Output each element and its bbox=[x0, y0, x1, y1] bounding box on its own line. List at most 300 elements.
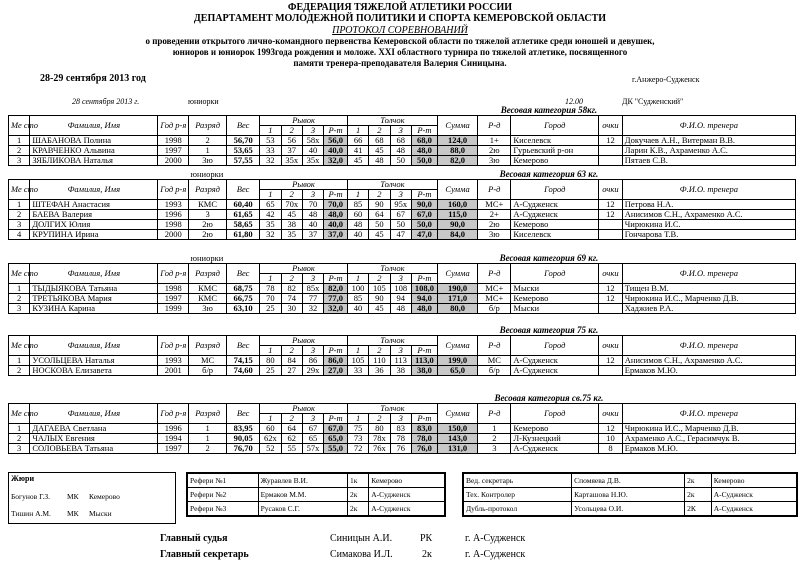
points bbox=[599, 230, 623, 240]
col-attempt: 2 bbox=[369, 346, 390, 356]
town: Мыски bbox=[511, 304, 599, 314]
cj-2: 76х bbox=[369, 444, 390, 454]
col-attempt: Р-т bbox=[411, 274, 437, 284]
cj-1: 40 bbox=[347, 230, 368, 240]
chief-judge-category: РК bbox=[420, 533, 433, 544]
col-attempt: 2 bbox=[281, 190, 302, 200]
birth-year: 2000 bbox=[158, 156, 189, 166]
cj-3: 50 bbox=[390, 156, 411, 166]
col-attempt: Р-т bbox=[324, 274, 348, 284]
result-rank: б/р bbox=[478, 304, 511, 314]
points bbox=[599, 156, 623, 166]
cj-3: 68 bbox=[390, 136, 411, 146]
session-venue: ДК "Судженский" bbox=[622, 97, 684, 106]
rank: 3ю bbox=[189, 304, 227, 314]
session-group: юниорки bbox=[188, 97, 219, 106]
snatch-2: 35 bbox=[281, 230, 302, 240]
col-coach: Ф.И.О. тренера bbox=[622, 264, 795, 284]
official-role: Дубль-протокол bbox=[464, 502, 572, 516]
cj-3: 50 bbox=[390, 220, 411, 230]
athlete-row bbox=[9, 136, 796, 146]
col-attempt: 1 bbox=[260, 190, 281, 200]
athlete-name: КРУПИНА Ирина bbox=[30, 230, 158, 240]
protocol-title: ПРОТОКОЛ СОРЕВНОВАНИЙ bbox=[332, 25, 468, 36]
athlete-name: ЗЯБЛИКОВА Наталья bbox=[30, 156, 158, 166]
snatch-result: 77,0 bbox=[324, 294, 348, 304]
result-rank: 1 bbox=[478, 424, 511, 434]
result-rank: МС bbox=[478, 356, 511, 366]
place: 2 bbox=[9, 210, 30, 220]
place: 2 bbox=[9, 366, 30, 376]
snatch-1: 25 bbox=[260, 366, 281, 376]
col-attempt: 2 bbox=[281, 414, 302, 424]
points: 12 bbox=[599, 294, 623, 304]
col-attempt: 1 bbox=[347, 190, 368, 200]
chief-judge-town: г. А-Судженск bbox=[465, 533, 526, 544]
rank: 2ю bbox=[189, 230, 227, 240]
cj-result: 83,0 bbox=[411, 424, 437, 434]
snatch-2: 62 bbox=[281, 434, 302, 444]
col-clean-jerk: Толчок bbox=[347, 264, 437, 274]
place: 3 bbox=[9, 304, 30, 314]
birth-year: 1996 bbox=[158, 424, 189, 434]
col-attempt: 2 bbox=[369, 414, 390, 424]
cj-2: 48 bbox=[369, 156, 390, 166]
official-row bbox=[464, 502, 797, 516]
snatch-result: 86,0 bbox=[324, 356, 348, 366]
cj-2: 45 bbox=[369, 146, 390, 156]
col-total: Сумма bbox=[437, 180, 477, 200]
category-group-label bbox=[189, 326, 303, 336]
result-rank: 3ю bbox=[478, 230, 511, 240]
cj-result: 38,0 bbox=[411, 366, 437, 376]
cj-result: 67,0 bbox=[411, 210, 437, 220]
cj-1: 85 bbox=[347, 294, 368, 304]
total: 115,0 bbox=[437, 210, 477, 220]
cj-3: 113 bbox=[390, 356, 411, 366]
col-clean-jerk: Толчок bbox=[347, 404, 437, 414]
total: 82,0 bbox=[437, 156, 477, 166]
total: 171,0 bbox=[437, 294, 477, 304]
category-group bbox=[9, 254, 189, 264]
col-weight: Вес bbox=[227, 264, 260, 284]
body-weight: 74,60 bbox=[227, 366, 260, 376]
col-attempt: 1 bbox=[260, 346, 281, 356]
snatch-2: 30 bbox=[281, 304, 302, 314]
col-name: Фамилия, Имя bbox=[30, 116, 158, 136]
coach: Пятаев С.В. bbox=[622, 156, 795, 166]
birth-year: 1997 bbox=[158, 146, 189, 156]
col-name: Фамилия, Имя bbox=[30, 180, 158, 200]
col-rd: Р-д bbox=[478, 116, 511, 136]
athlete-row bbox=[9, 220, 796, 230]
result-rank: МС+ bbox=[478, 200, 511, 210]
body-weight: 76,70 bbox=[227, 444, 260, 454]
athlete-row bbox=[9, 146, 796, 156]
col-place: Ме сто bbox=[9, 264, 30, 284]
col-snatch: Рывок bbox=[260, 264, 348, 274]
cj-1: 105 bbox=[347, 356, 368, 366]
event-city: г.Анжеро-Судженск bbox=[632, 75, 700, 84]
town: Киселевск bbox=[511, 136, 599, 146]
col-weight: Вес bbox=[227, 180, 260, 200]
cj-3: 48 bbox=[390, 146, 411, 156]
rank: КМС bbox=[189, 294, 227, 304]
col-weight: Вес bbox=[227, 336, 260, 356]
town: Кемерово bbox=[511, 156, 599, 166]
col-snatch: Рывок bbox=[260, 180, 348, 190]
referee-name: Ермаков М.М. bbox=[258, 488, 347, 502]
points: 12 bbox=[599, 200, 623, 210]
col-attempt: 3 bbox=[302, 126, 323, 136]
result-rank: МС+ bbox=[478, 294, 511, 304]
cj-2: 64 bbox=[369, 210, 390, 220]
cj-2: 110 bbox=[369, 356, 390, 366]
official-town: Кемерово bbox=[711, 474, 796, 488]
snatch-1: 53 bbox=[260, 136, 281, 146]
body-weight: 68,75 bbox=[227, 284, 260, 294]
col-points: очки bbox=[599, 116, 623, 136]
cj-result: 47,0 bbox=[411, 230, 437, 240]
place: 2 bbox=[9, 434, 30, 444]
col-attempt: 3 bbox=[302, 346, 323, 356]
points: 12 bbox=[599, 210, 623, 220]
col-attempt: 2 bbox=[369, 190, 390, 200]
snatch-3: 37 bbox=[302, 230, 323, 240]
cj-1: 60 bbox=[347, 210, 368, 220]
coach: Тищен В.М. bbox=[622, 284, 795, 294]
place: 1 bbox=[9, 136, 30, 146]
birth-year: 1993 bbox=[158, 356, 189, 366]
athlete-row bbox=[9, 156, 796, 166]
snatch-1: 52 bbox=[260, 444, 281, 454]
col-clean-jerk: Толчок bbox=[347, 336, 437, 346]
category-table bbox=[8, 394, 796, 454]
session-time: 12.00 bbox=[565, 97, 583, 106]
referee-category: 1к bbox=[348, 474, 369, 488]
body-weight: 60,40 bbox=[227, 200, 260, 210]
rank: б/р bbox=[189, 366, 227, 376]
snatch-result: 27,0 bbox=[324, 366, 348, 376]
coach: Докучаев А.Н., Витерман В.В. bbox=[622, 136, 795, 146]
cj-3: 47 bbox=[390, 230, 411, 240]
cj-result: 78,0 bbox=[411, 434, 437, 444]
points: 12 bbox=[599, 356, 623, 366]
snatch-2: 74 bbox=[281, 294, 302, 304]
official-row bbox=[464, 488, 797, 502]
rank: 1 bbox=[189, 434, 227, 444]
total: 84,0 bbox=[437, 230, 477, 240]
athlete-row bbox=[9, 444, 796, 454]
category-group-label bbox=[189, 106, 303, 116]
snatch-2: 45 bbox=[281, 210, 302, 220]
place: 3 bbox=[9, 444, 30, 454]
athlete-name: ТЫДЫЯКОВА Татьяна bbox=[30, 284, 158, 294]
body-weight: 90,05 bbox=[227, 434, 260, 444]
col-name: Фамилия, Имя bbox=[30, 264, 158, 284]
snatch-result: 48,0 bbox=[324, 210, 348, 220]
birth-year: 1998 bbox=[158, 136, 189, 146]
result-rank: 2ю bbox=[478, 220, 511, 230]
category-title: Весовая категория 58кг. bbox=[500, 105, 598, 115]
athlete-row bbox=[9, 230, 796, 240]
coach: Чирюкина И.С., Марченко Д.В. bbox=[622, 424, 795, 434]
col-points: очки bbox=[599, 264, 623, 284]
col-rank: Разряд bbox=[189, 264, 227, 284]
town: А-Судженск bbox=[511, 200, 599, 210]
col-place: Ме сто bbox=[9, 180, 30, 200]
cj-3: 48 bbox=[390, 304, 411, 314]
result-rank: 2ю bbox=[478, 146, 511, 156]
birth-year: 1993 bbox=[158, 200, 189, 210]
rank: МС bbox=[189, 356, 227, 366]
birth-year: 2001 bbox=[158, 366, 189, 376]
col-year: Год р-я bbox=[158, 180, 189, 200]
cj-result: 48,0 bbox=[411, 304, 437, 314]
snatch-3: 67 bbox=[302, 424, 323, 434]
snatch-2: 37 bbox=[281, 146, 302, 156]
official-name: Карташова Н.Ю. bbox=[572, 488, 685, 502]
points bbox=[599, 220, 623, 230]
col-coach: Ф.И.О. тренера bbox=[622, 336, 795, 356]
snatch-1: 60 bbox=[260, 424, 281, 434]
col-name: Фамилия, Имя bbox=[30, 404, 158, 424]
cj-2: 36 bbox=[369, 366, 390, 376]
cj-2: 105 bbox=[369, 284, 390, 294]
athlete-row bbox=[9, 424, 796, 434]
cj-result: 76,0 bbox=[411, 444, 437, 454]
cj-result: 108,0 bbox=[411, 284, 437, 294]
cj-1: 85 bbox=[347, 200, 368, 210]
cj-2: 45 bbox=[369, 230, 390, 240]
col-total: Сумма bbox=[437, 116, 477, 136]
protocol-desc-2: юниоров и юниорок 1993года рождения и моложе. XXI областного турнира по тяжелой атлетике, посвященного bbox=[172, 47, 628, 57]
jury-town: Кемерово bbox=[89, 492, 120, 501]
athlete-name: КРАВЧЕНКО Альвина bbox=[30, 146, 158, 156]
town: Мыски bbox=[511, 284, 599, 294]
cj-2: 90 bbox=[369, 200, 390, 210]
body-weight: 61,80 bbox=[227, 230, 260, 240]
cj-1: 66 bbox=[347, 136, 368, 146]
col-coach: Ф.И.О. тренера bbox=[622, 116, 795, 136]
jury-title: Жюри bbox=[11, 474, 35, 483]
body-weight: 63,10 bbox=[227, 304, 260, 314]
col-attempt: 2 bbox=[281, 126, 302, 136]
col-snatch: Рывок bbox=[260, 116, 348, 126]
place: 1 bbox=[9, 200, 30, 210]
coach: Гончарова Т.В. bbox=[622, 230, 795, 240]
col-total: Сумма bbox=[437, 404, 477, 424]
snatch-2: 82 bbox=[281, 284, 302, 294]
referee-category: 2к bbox=[348, 488, 369, 502]
place: 1 bbox=[9, 356, 30, 366]
snatch-1: 25 bbox=[260, 304, 281, 314]
total: 160,0 bbox=[437, 200, 477, 210]
points bbox=[599, 304, 623, 314]
referee-town: Кемерово bbox=[369, 474, 445, 488]
official-town: А-Судженск bbox=[711, 488, 796, 502]
body-weight: 61,65 bbox=[227, 210, 260, 220]
total: 65,0 bbox=[437, 366, 477, 376]
jury-box bbox=[8, 472, 176, 524]
snatch-result: 40,0 bbox=[324, 220, 348, 230]
snatch-1: 33 bbox=[260, 146, 281, 156]
jury-member bbox=[9, 490, 175, 503]
snatch-2: 84 bbox=[281, 356, 302, 366]
snatch-result: 67,0 bbox=[324, 424, 348, 434]
cj-1: 100 bbox=[347, 284, 368, 294]
col-place: Ме сто bbox=[9, 336, 30, 356]
rank: 2 bbox=[189, 444, 227, 454]
town: А-Судженск bbox=[511, 210, 599, 220]
town: Л-Кузнецкий bbox=[511, 434, 599, 444]
snatch-result: 37,0 bbox=[324, 230, 348, 240]
jury-name: Богунов Г.З. bbox=[11, 492, 51, 501]
jury-town: Мыски bbox=[89, 509, 112, 518]
cj-1: 73 bbox=[347, 434, 368, 444]
athlete-name: ШАБАНОВА Полина bbox=[30, 136, 158, 146]
snatch-3: 35х bbox=[302, 156, 323, 166]
athlete-name: ШТЕФАН Анастасия bbox=[30, 200, 158, 210]
col-points: очки bbox=[599, 404, 623, 424]
athlete-name: КУЗИНА Карина bbox=[30, 304, 158, 314]
official-row bbox=[464, 474, 797, 488]
cj-3: 108 bbox=[390, 284, 411, 294]
official-name: Усольцева О.И. bbox=[572, 502, 685, 516]
category-title: Весовая категория 75 кг. bbox=[499, 325, 599, 335]
official-role: Вед. секретарь bbox=[464, 474, 572, 488]
category-group-label: юниорки bbox=[190, 169, 224, 179]
category-table bbox=[8, 326, 796, 376]
cj-1: 72 bbox=[347, 444, 368, 454]
official-category: 2к bbox=[685, 488, 712, 502]
coach: Хаджиев Р.А. bbox=[622, 304, 795, 314]
town: Кемерово bbox=[511, 424, 599, 434]
snatch-1: 62х bbox=[260, 434, 281, 444]
town: Кемерово bbox=[511, 294, 599, 304]
result-rank: 3ю bbox=[478, 156, 511, 166]
category-table bbox=[8, 170, 796, 240]
col-town: Город bbox=[511, 116, 599, 136]
body-weight: 66,75 bbox=[227, 294, 260, 304]
category-group bbox=[9, 394, 189, 404]
col-rank: Разряд bbox=[189, 404, 227, 424]
birth-year: 1996 bbox=[158, 210, 189, 220]
town: А-Судженск bbox=[511, 444, 599, 454]
snatch-3: 57х bbox=[302, 444, 323, 454]
col-rd: Р-д bbox=[478, 404, 511, 424]
town: А-Судженск bbox=[511, 366, 599, 376]
place: 2 bbox=[9, 294, 30, 304]
col-year: Год р-я bbox=[158, 404, 189, 424]
col-attempt: Р-т bbox=[324, 126, 348, 136]
jury-member bbox=[9, 507, 175, 520]
official-category: 2к bbox=[685, 474, 712, 488]
athlete-row bbox=[9, 200, 796, 210]
col-attempt: 1 bbox=[347, 414, 368, 424]
rank: 3 bbox=[189, 210, 227, 220]
cj-result: 48,0 bbox=[411, 146, 437, 156]
birth-year: 1998 bbox=[158, 220, 189, 230]
official-category: 2К bbox=[685, 502, 712, 516]
cj-2: 68 bbox=[369, 136, 390, 146]
snatch-result: 40,0 bbox=[324, 146, 348, 156]
total: 88,0 bbox=[437, 146, 477, 156]
category-table bbox=[8, 106, 796, 166]
coach: Анисимов С.Н., Ахраменко А.С. bbox=[622, 210, 795, 220]
cj-3: 83 bbox=[390, 424, 411, 434]
col-attempt: 1 bbox=[260, 274, 281, 284]
athlete-name: ЧАЛЫХ Евгения bbox=[30, 434, 158, 444]
snatch-1: 80 bbox=[260, 356, 281, 366]
birth-year: 1998 bbox=[158, 284, 189, 294]
col-attempt: 2 bbox=[369, 126, 390, 136]
referee-role: Рефери №2 bbox=[188, 488, 259, 502]
total: 150,0 bbox=[437, 424, 477, 434]
athlete-row bbox=[9, 356, 796, 366]
athlete-row bbox=[9, 210, 796, 220]
col-attempt: 2 bbox=[281, 346, 302, 356]
cj-2: 80 bbox=[369, 424, 390, 434]
col-attempt: Р-т bbox=[411, 190, 437, 200]
referee-role: Рефери №3 bbox=[188, 502, 259, 516]
snatch-1: 70 bbox=[260, 294, 281, 304]
body-weight: 83,95 bbox=[227, 424, 260, 434]
snatch-2: 56 bbox=[281, 136, 302, 146]
snatch-1: 42 bbox=[260, 210, 281, 220]
col-name: Фамилия, Имя bbox=[30, 336, 158, 356]
birth-year: 1997 bbox=[158, 294, 189, 304]
place: 2 bbox=[9, 146, 30, 156]
cj-3: 67 bbox=[390, 210, 411, 220]
athlete-row bbox=[9, 284, 796, 294]
officials-box bbox=[462, 472, 798, 517]
snatch-3: 58х bbox=[302, 136, 323, 146]
snatch-2: 64 bbox=[281, 424, 302, 434]
snatch-3: 40 bbox=[302, 220, 323, 230]
col-attempt: Р-т bbox=[411, 346, 437, 356]
col-town: Город bbox=[511, 264, 599, 284]
total: 90,0 bbox=[437, 220, 477, 230]
protocol-desc-1: о проведении открытого лично-командного первенства Кемеровской области по тяжелой атлетике среди юношей и девушек, bbox=[145, 36, 655, 46]
result-rank: МС+ bbox=[478, 284, 511, 294]
birth-year: 1999 bbox=[158, 304, 189, 314]
athlete-row bbox=[9, 304, 796, 314]
athlete-name: УСОЛЬЦЕВА Наталья bbox=[30, 356, 158, 366]
snatch-3: 70 bbox=[302, 200, 323, 210]
col-coach: Ф.И.О. тренера bbox=[622, 180, 795, 200]
snatch-3: 29х bbox=[302, 366, 323, 376]
cj-result: 68,0 bbox=[411, 136, 437, 146]
session-date: 28 сентября 2013 г. bbox=[72, 97, 140, 106]
points: 8 bbox=[599, 444, 623, 454]
col-attempt: 3 bbox=[302, 274, 323, 284]
col-attempt: 1 bbox=[260, 414, 281, 424]
snatch-2: 27 bbox=[281, 366, 302, 376]
col-rank: Разряд bbox=[189, 116, 227, 136]
cj-1: 75 bbox=[347, 424, 368, 434]
snatch-3: 40 bbox=[302, 146, 323, 156]
cj-2: 90 bbox=[369, 294, 390, 304]
col-total: Сумма bbox=[437, 264, 477, 284]
col-attempt: 1 bbox=[260, 126, 281, 136]
col-attempt: 1 bbox=[347, 274, 368, 284]
coach: Ермаков М.Ю. bbox=[622, 444, 795, 454]
col-attempt: 1 bbox=[347, 346, 368, 356]
result-rank: 2 bbox=[478, 434, 511, 444]
referee-town: А-Судженск bbox=[369, 488, 445, 502]
coach: Ахраменко А.С., Герасимчук В. bbox=[622, 434, 795, 444]
